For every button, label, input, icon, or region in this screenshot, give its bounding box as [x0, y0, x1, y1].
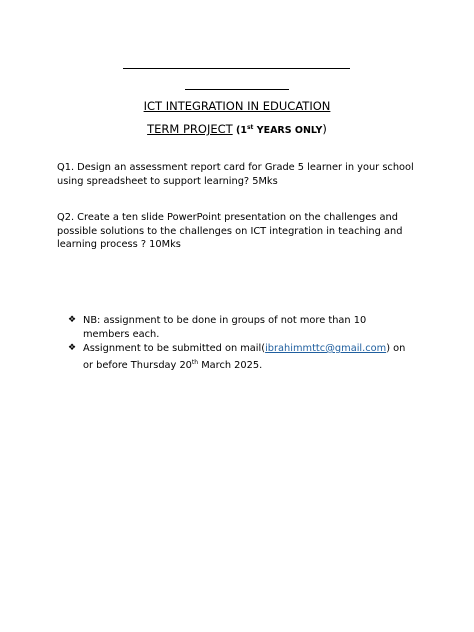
question-1: Q1. Design an assessment report card for Grade 5 learner in your school using spreadsheet to support learning? 5Mks — [57, 162, 414, 187]
submit-mid: ) on or before Thursday 20 — [83, 343, 406, 371]
submit-suffix: March 2025. — [198, 359, 263, 371]
date-sup: th — [191, 358, 199, 366]
subtitle-paren-rest: YEARS ONLY — [253, 125, 323, 136]
document-title: ICT INTEGRATION IN EDUCATION — [143, 99, 331, 113]
subtitle-sup: st — [246, 124, 254, 131]
document-subtitle — [0, 121, 474, 138]
note-nb-text: NB: assignment to be done in groups of not more than 10 members each. — [83, 315, 367, 340]
diamond-bullet-icon: ❖ — [68, 343, 77, 353]
question-2: Q2. Create a ten slide PowerPoint presentation on the challenges and possible solutions to the challenges on ICT integration in teaching and learning process ? 10Mks — [57, 212, 403, 250]
subtitle-main: TERM PROJECT — [147, 122, 233, 136]
subtitle-paren-open: (1 — [232, 125, 247, 136]
submit-prefix: Assignment to be submitted on mail( — [83, 343, 266, 354]
note-item-nb — [68, 314, 413, 341]
subtitle-paren-close: ) — [322, 122, 327, 136]
email-link[interactable]: ibrahimmttc@gmail.com — [265, 343, 387, 354]
subtitle-paren — [233, 125, 323, 136]
blank-line-reg — [185, 89, 289, 90]
diamond-bullet-icon: ❖ — [68, 315, 77, 325]
note-item-submit — [68, 342, 413, 372]
notes-list — [68, 314, 413, 373]
blank-line-name — [123, 68, 350, 69]
